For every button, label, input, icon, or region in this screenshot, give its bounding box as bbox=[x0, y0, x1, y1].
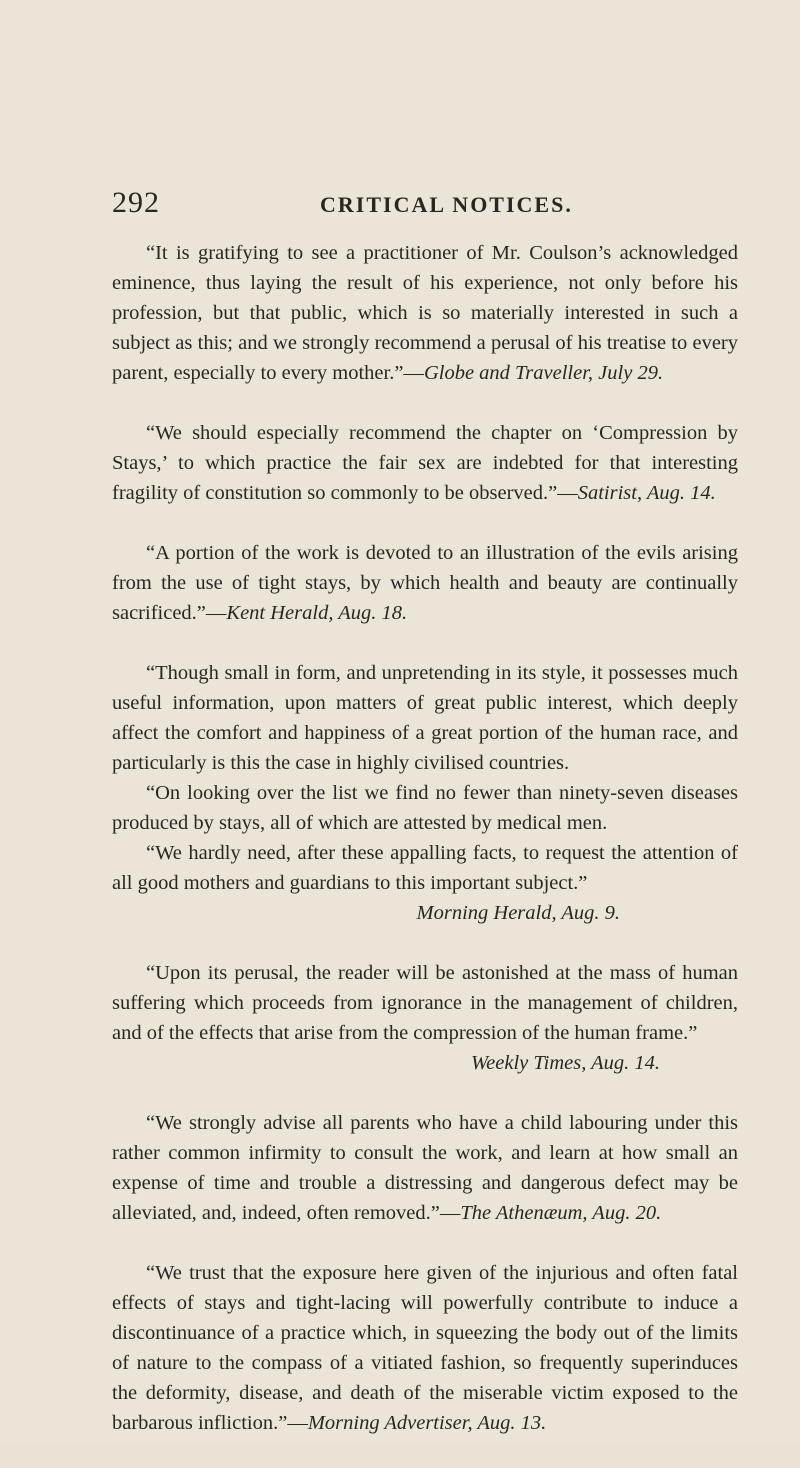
notice-morning-advertiser bbox=[112, 1258, 738, 1438]
notice-source: Globe and Traveller, July 29. bbox=[423, 362, 664, 384]
notice-athenaeum bbox=[112, 1108, 738, 1228]
notice-weekly-times bbox=[112, 958, 738, 1078]
notice-kent-herald bbox=[112, 538, 738, 628]
notice-paragraph bbox=[112, 1258, 738, 1438]
notice-source: Kent Herald, Aug. 18. bbox=[226, 602, 408, 624]
notice-paragraph bbox=[112, 418, 738, 508]
notice-source: Weekly Times, Aug. 14. bbox=[470, 1052, 660, 1074]
notice-globe bbox=[112, 238, 738, 388]
notice-source: Satirist, Aug. 14. bbox=[577, 482, 716, 504]
page-header bbox=[112, 186, 732, 226]
notice-paragraph: “Though small in form, and unpretending in its style, it possesses much useful information, upon matters of great public interest, which deeply affect the comfort and happiness of a great portion of the human race, and particularly is this the case in highly civilised countries. bbox=[112, 662, 738, 774]
page-body bbox=[112, 238, 738, 1468]
notice-paragraph: “On looking over the list we find no fewer than ninety-seven diseases produced by stays, all of which are attested by medical men. bbox=[112, 782, 738, 834]
notice-quote: “A portion of the work is devoted to an illustration of the evils arising from the use of tight stays, by which health and beauty are continually sacrificed.”— bbox=[112, 542, 738, 624]
notice-source: The Athenæum, Aug. 20. bbox=[460, 1202, 662, 1224]
notice-paragraph bbox=[112, 1108, 738, 1228]
running-head: CRITICAL NOTICES. bbox=[320, 192, 573, 217]
notice-quote: “It is gratifying to see a practitioner of Mr. Coulson’s acknowledged eminence, thus laying the result of his experience, not only before his profession, but that public, which is so materially interested in such a subject as this; and we strongly recommend a perusal of his treatise to every parent, especially to every mother.”— bbox=[112, 242, 738, 384]
notice-paragraph bbox=[112, 538, 738, 628]
notice-source: Morning Herald, Aug. 9. bbox=[416, 902, 620, 924]
notice-morning-herald bbox=[112, 658, 738, 928]
notice-paragraph: “Upon its perusal, the reader will be astonished at the mass of human suffering which proceeds from ignorance in the management of children, and of the effects that arise from the compression of the human frame.” bbox=[112, 962, 738, 1044]
notice-source: Morning Advertiser, Aug. 13. bbox=[307, 1412, 547, 1434]
notice-quote: “We strongly advise all parents who have a child labouring under this rather common infirmity to consult the work, and learn at how small an expense of time and trouble a distressing and dangerous defect may be alleviated, and, indeed, often removed.”— bbox=[112, 1112, 738, 1224]
notice-satirist bbox=[112, 418, 738, 508]
notice-paragraph bbox=[112, 238, 738, 388]
page-number: 292 bbox=[112, 186, 160, 219]
notice-quote: “We trust that the exposure here given of the injurious and often fatal effects of stays and tight-lacing will powerfully contribute to induce a discontinuance of a practice which, in squeezing the body out of the limits of nature to the compass of a vitiated fashion, so frequently superinduces the deformity, disease, and death of the miserable victim exposed to the barbarous infliction.”— bbox=[112, 1262, 738, 1434]
notice-paragraph: “We hardly need, after these appalling facts, to request the attention of all good mothers and guardians to this important subject.” bbox=[112, 842, 738, 894]
notice-quote: “We should especially recommend the chapter on ‘Compression by Stays,’ to which practice the fair sex are indebted for that interesting fragility of constitution so commonly to be observed.”— bbox=[112, 422, 738, 504]
